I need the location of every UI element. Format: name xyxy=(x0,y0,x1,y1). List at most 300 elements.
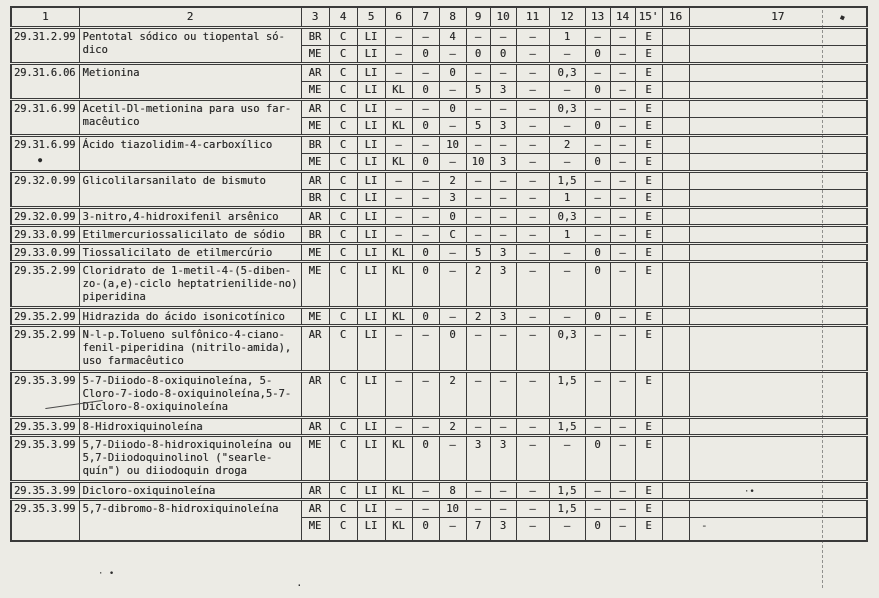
region-code-cell: AR xyxy=(301,371,329,417)
value-cell: – xyxy=(516,261,549,307)
value-cell: – xyxy=(585,325,610,371)
value-cell: – xyxy=(490,135,516,153)
value-cell: – xyxy=(516,243,549,261)
value-cell: E xyxy=(635,99,662,117)
value-cell: C xyxy=(329,27,357,45)
entry-description: Tiossalicilato de etilmercúrio xyxy=(79,243,301,261)
value-cell: 0 xyxy=(585,261,610,307)
value-cell: LI xyxy=(357,517,385,541)
value-cell xyxy=(662,81,689,99)
value-cell: 0 xyxy=(412,117,439,135)
value-cell: – xyxy=(439,153,466,171)
value-cell: 2 xyxy=(439,371,466,417)
value-cell: 3 xyxy=(490,261,516,307)
value-cell: – xyxy=(439,307,466,325)
value-cell: – xyxy=(385,63,412,81)
value-cell: 0 xyxy=(439,207,466,225)
scan-noise-mark: ·• xyxy=(744,487,755,497)
value-cell: LI xyxy=(357,225,385,243)
value-cell: – xyxy=(516,81,549,99)
value-cell: 1,5 xyxy=(549,171,585,189)
value-cell: LI xyxy=(357,243,385,261)
value-cell: LI xyxy=(357,135,385,153)
value-cell: – xyxy=(466,481,490,499)
column-header: 17 xyxy=(689,7,867,27)
value-cell: – xyxy=(549,45,585,63)
value-cell: KL xyxy=(385,435,412,481)
table-entry xyxy=(11,325,867,371)
value-cell: 3 xyxy=(490,81,516,99)
value-cell: 1 xyxy=(549,225,585,243)
value-cell: – xyxy=(585,207,610,225)
value-cell: 3 xyxy=(439,189,466,207)
value-cell: – xyxy=(585,99,610,117)
value-cell: C xyxy=(329,135,357,153)
value-cell: C xyxy=(329,117,357,135)
column-header: 4 xyxy=(329,7,357,27)
value-cell xyxy=(689,325,867,371)
value-cell: – xyxy=(610,225,635,243)
value-cell: 2 xyxy=(549,135,585,153)
value-cell xyxy=(689,99,867,117)
entry-code: 29.31.6.99 xyxy=(11,99,79,135)
value-cell: KL xyxy=(385,481,412,499)
value-cell: – xyxy=(585,499,610,517)
table-entry xyxy=(11,135,867,171)
value-cell: – xyxy=(466,189,490,207)
value-cell: – xyxy=(516,325,549,371)
value-cell: 0 xyxy=(412,153,439,171)
value-cell: LI xyxy=(357,417,385,435)
tariff-table xyxy=(10,6,868,542)
value-cell: – xyxy=(412,499,439,517)
value-cell: 3 xyxy=(490,307,516,325)
scan-noise-mark: ◆ xyxy=(838,12,847,24)
value-cell: – xyxy=(439,243,466,261)
value-cell: – xyxy=(466,27,490,45)
column-header: 2 xyxy=(79,7,301,27)
value-cell: – xyxy=(516,225,549,243)
value-cell xyxy=(662,45,689,63)
value-cell xyxy=(689,243,867,261)
value-cell: – xyxy=(412,171,439,189)
value-cell: – xyxy=(490,499,516,517)
value-cell: – xyxy=(385,417,412,435)
value-cell xyxy=(662,135,689,153)
column-header: 5 xyxy=(357,7,385,27)
value-cell: – xyxy=(516,135,549,153)
entry-code: 29.31.2.99 xyxy=(11,27,79,63)
region-code-cell: AR xyxy=(301,99,329,117)
table-row xyxy=(11,63,867,81)
value-cell: E xyxy=(635,207,662,225)
region-code-cell: BR xyxy=(301,135,329,153)
value-cell: – xyxy=(610,27,635,45)
value-cell: – xyxy=(585,371,610,417)
value-cell: 0 xyxy=(412,261,439,307)
value-cell xyxy=(662,517,689,541)
value-cell: E xyxy=(635,261,662,307)
value-cell: LI xyxy=(357,153,385,171)
value-cell: C xyxy=(329,371,357,417)
value-cell xyxy=(689,189,867,207)
value-cell: – xyxy=(466,499,490,517)
value-cell: 8 xyxy=(439,481,466,499)
value-cell: 0 xyxy=(585,81,610,99)
region-code-cell: ME xyxy=(301,435,329,481)
value-cell: 5 xyxy=(466,243,490,261)
entry-description: Hidrazida do ácido isonicotínico xyxy=(79,307,301,325)
value-cell: – xyxy=(516,189,549,207)
value-cell: LI xyxy=(357,171,385,189)
entry-description: Metionina xyxy=(79,63,301,99)
region-code-cell: BR xyxy=(301,189,329,207)
value-cell: – xyxy=(549,435,585,481)
value-cell: C xyxy=(329,81,357,99)
table-entry xyxy=(11,481,867,499)
value-cell: LI xyxy=(357,81,385,99)
value-cell: – xyxy=(549,517,585,541)
table-entry xyxy=(11,435,867,481)
value-cell: – xyxy=(490,171,516,189)
value-cell xyxy=(689,207,867,225)
value-cell: – xyxy=(610,261,635,307)
value-cell xyxy=(662,261,689,307)
entry-description: 3-nitro,4-hidroxifenil arsênico xyxy=(79,207,301,225)
value-cell: 1,5 xyxy=(549,371,585,417)
value-cell: 0 xyxy=(412,435,439,481)
value-cell: – xyxy=(385,207,412,225)
table-row xyxy=(11,207,867,225)
table-entry xyxy=(11,417,867,435)
value-cell: C xyxy=(329,517,357,541)
value-cell: – xyxy=(439,261,466,307)
value-cell: – xyxy=(490,325,516,371)
value-cell: – xyxy=(412,481,439,499)
value-cell: – xyxy=(490,417,516,435)
region-code-cell: ME xyxy=(301,517,329,541)
value-cell: – xyxy=(490,27,516,45)
value-cell: C xyxy=(329,243,357,261)
table-entry xyxy=(11,371,867,417)
region-code-cell: ME xyxy=(301,45,329,63)
value-cell xyxy=(689,27,867,45)
value-cell: – xyxy=(585,189,610,207)
table-row xyxy=(11,99,867,117)
value-cell: 0 xyxy=(585,435,610,481)
value-cell: E xyxy=(635,63,662,81)
value-cell: – xyxy=(412,135,439,153)
column-header: 6 xyxy=(385,7,412,27)
value-cell: – xyxy=(549,117,585,135)
value-cell: – xyxy=(490,371,516,417)
value-cell: 0 xyxy=(439,99,466,117)
entry-code: 29.35.3.99 xyxy=(11,481,79,499)
value-cell: KL xyxy=(385,517,412,541)
value-cell: – xyxy=(516,63,549,81)
value-cell: 0,3 xyxy=(549,207,585,225)
value-cell: – xyxy=(610,517,635,541)
value-cell: KL xyxy=(385,81,412,99)
value-cell xyxy=(662,499,689,517)
value-cell: – xyxy=(610,135,635,153)
value-cell: – xyxy=(585,481,610,499)
value-cell: – xyxy=(466,325,490,371)
value-cell: – xyxy=(385,189,412,207)
value-cell: – xyxy=(466,417,490,435)
table-entry xyxy=(11,171,867,207)
entry-code: 29.35.3.99 xyxy=(11,499,79,541)
value-cell: LI xyxy=(357,207,385,225)
value-cell: 2 xyxy=(439,171,466,189)
entry-description: Dicloro-oxiquinoleína xyxy=(79,481,301,499)
value-cell xyxy=(689,261,867,307)
value-cell: – xyxy=(466,135,490,153)
value-cell: C xyxy=(329,99,357,117)
table-row xyxy=(11,325,867,371)
region-code-cell: ME xyxy=(301,243,329,261)
value-cell: C xyxy=(329,153,357,171)
value-cell: 0 xyxy=(412,81,439,99)
entry-code: 29.35.3.99 xyxy=(11,371,79,417)
value-cell: E xyxy=(635,81,662,99)
value-cell: LI xyxy=(357,481,385,499)
value-cell: – xyxy=(385,225,412,243)
value-cell: – xyxy=(490,225,516,243)
value-cell: 0 xyxy=(585,307,610,325)
value-cell: 2 xyxy=(466,307,490,325)
value-cell: 4 xyxy=(439,27,466,45)
value-cell: 2 xyxy=(466,261,490,307)
value-cell: – xyxy=(549,153,585,171)
value-cell: C xyxy=(329,45,357,63)
region-code-cell: AR xyxy=(301,207,329,225)
value-cell: – xyxy=(385,499,412,517)
entry-description: Pentotal sódico ou tiopental só-dico xyxy=(79,27,301,63)
value-cell: – xyxy=(610,417,635,435)
column-header: 16 xyxy=(662,7,689,27)
table-header xyxy=(11,7,867,27)
table-row xyxy=(11,499,867,517)
value-cell: 2 xyxy=(439,417,466,435)
value-cell: – xyxy=(490,189,516,207)
value-cell xyxy=(662,117,689,135)
table-entry xyxy=(11,63,867,99)
entry-description: Etilmercuriossalicilato de sódio xyxy=(79,225,301,243)
value-cell: – xyxy=(412,207,439,225)
entry-code: 29.35.3.99 xyxy=(11,435,79,481)
value-cell: – xyxy=(412,325,439,371)
entry-description: 5,7-Diiodo-8-hidroxiquinoleína ou 5,7-Diiodoquinolinol ("searle-quín") ou diiodoquin droga xyxy=(79,435,301,481)
value-cell xyxy=(662,481,689,499)
value-cell: 0 xyxy=(412,243,439,261)
value-cell: E xyxy=(635,189,662,207)
column-header: 7 xyxy=(412,7,439,27)
entry-code: 29.33.0.99 xyxy=(11,225,79,243)
scan-noise-mark: - xyxy=(701,519,708,532)
entry-description: Glicolilarsanilato de bismuto xyxy=(79,171,301,207)
table-row xyxy=(11,261,867,307)
value-cell: E xyxy=(635,371,662,417)
table-entry xyxy=(11,261,867,307)
value-cell: – xyxy=(466,99,490,117)
value-cell: – xyxy=(516,481,549,499)
value-cell: 0 xyxy=(439,325,466,371)
value-cell: E xyxy=(635,435,662,481)
value-cell xyxy=(689,117,867,135)
entry-description: 5,7-dibromo-8-hidroxiquinoleína xyxy=(79,499,301,541)
value-cell: – xyxy=(516,171,549,189)
entry-code: 29.35.3.99 xyxy=(11,417,79,435)
entry-code: 29.35.2.99 xyxy=(11,261,79,307)
column-header: 9 xyxy=(466,7,490,27)
value-cell xyxy=(689,63,867,81)
value-cell xyxy=(662,189,689,207)
value-cell: – xyxy=(412,417,439,435)
region-code-cell: AR xyxy=(301,499,329,517)
value-cell: 7 xyxy=(466,517,490,541)
value-cell: – xyxy=(490,99,516,117)
value-cell: E xyxy=(635,117,662,135)
table-row xyxy=(11,435,867,481)
value-cell xyxy=(662,207,689,225)
value-cell xyxy=(662,435,689,481)
value-cell: E xyxy=(635,153,662,171)
value-cell xyxy=(689,371,867,417)
region-code-cell: AR xyxy=(301,63,329,81)
value-cell: – xyxy=(610,45,635,63)
entry-code: 29.33.0.99 xyxy=(11,243,79,261)
value-cell: C xyxy=(329,225,357,243)
value-cell: E xyxy=(635,135,662,153)
entry-description: Ácido tiazolidim-4-carboxílico xyxy=(79,135,301,171)
value-cell xyxy=(689,153,867,171)
value-cell xyxy=(662,325,689,371)
value-cell: C xyxy=(329,435,357,481)
table-row xyxy=(11,371,867,417)
value-cell xyxy=(662,63,689,81)
value-cell: 3 xyxy=(490,117,516,135)
value-cell xyxy=(662,371,689,417)
value-cell: – xyxy=(516,517,549,541)
region-code-cell: ME xyxy=(301,261,329,307)
value-cell: – xyxy=(439,435,466,481)
value-cell: – xyxy=(466,371,490,417)
value-cell: 3 xyxy=(490,435,516,481)
value-cell: 0 xyxy=(412,307,439,325)
value-cell: E xyxy=(635,27,662,45)
scan-noise-mark: ● xyxy=(38,156,43,164)
value-cell: – xyxy=(385,27,412,45)
column-header: 15' xyxy=(635,7,662,27)
value-cell: C xyxy=(329,499,357,517)
value-cell: – xyxy=(439,81,466,99)
column-header: 13 xyxy=(585,7,610,27)
value-cell: C xyxy=(329,325,357,371)
value-cell: – xyxy=(610,207,635,225)
value-cell: 1 xyxy=(549,27,585,45)
value-cell xyxy=(689,417,867,435)
value-cell: – xyxy=(412,225,439,243)
value-cell: LI xyxy=(357,27,385,45)
table-row xyxy=(11,135,867,153)
value-cell: E xyxy=(635,307,662,325)
value-cell: – xyxy=(610,481,635,499)
value-cell: C xyxy=(329,307,357,325)
value-cell xyxy=(662,99,689,117)
value-cell: – xyxy=(439,517,466,541)
column-header: 11 xyxy=(516,7,549,27)
column-header: 8 xyxy=(439,7,466,27)
value-cell: – xyxy=(610,307,635,325)
value-cell: 5 xyxy=(466,117,490,135)
entry-description: N-l-p.Tolueno sulfônico-4-ciano-fenil-piperidina (nitrilo-amida), uso farmacêutico xyxy=(79,325,301,371)
value-cell: – xyxy=(516,499,549,517)
table-row xyxy=(11,307,867,325)
value-cell xyxy=(689,135,867,153)
entry-code: 29.35.2.99 xyxy=(11,325,79,371)
value-cell xyxy=(689,307,867,325)
value-cell: 0 xyxy=(412,517,439,541)
value-cell: 0,3 xyxy=(549,325,585,371)
region-code-cell: ME xyxy=(301,117,329,135)
value-cell: – xyxy=(412,27,439,45)
value-cell: 3 xyxy=(490,153,516,171)
value-cell: – xyxy=(610,171,635,189)
table-row xyxy=(11,417,867,435)
value-cell: 5 xyxy=(466,81,490,99)
column-header: 3 xyxy=(301,7,329,27)
value-cell: – xyxy=(610,243,635,261)
value-cell: 0 xyxy=(466,45,490,63)
value-cell: 0 xyxy=(585,117,610,135)
value-cell: – xyxy=(610,371,635,417)
value-cell: LI xyxy=(357,371,385,417)
value-cell: 3 xyxy=(490,243,516,261)
value-cell: – xyxy=(610,99,635,117)
table-row xyxy=(11,225,867,243)
value-cell: LI xyxy=(357,45,385,63)
value-cell: LI xyxy=(357,499,385,517)
value-cell: – xyxy=(490,207,516,225)
entry-description: 8-Hidroxiquinoleína xyxy=(79,417,301,435)
value-cell xyxy=(689,517,867,541)
value-cell: 0 xyxy=(585,153,610,171)
value-cell: – xyxy=(516,371,549,417)
value-cell xyxy=(689,435,867,481)
value-cell: – xyxy=(549,261,585,307)
scan-noise-mark: · xyxy=(296,579,303,592)
value-cell xyxy=(689,481,867,499)
region-code-cell: AR xyxy=(301,171,329,189)
value-cell: E xyxy=(635,325,662,371)
value-cell: 0,3 xyxy=(549,63,585,81)
value-cell: – xyxy=(412,99,439,117)
value-cell: – xyxy=(516,45,549,63)
value-cell: 0 xyxy=(585,517,610,541)
value-cell: – xyxy=(385,371,412,417)
region-code-cell: AR xyxy=(301,417,329,435)
value-cell: E xyxy=(635,171,662,189)
value-cell: E xyxy=(635,45,662,63)
value-cell: KL xyxy=(385,243,412,261)
value-cell: – xyxy=(385,99,412,117)
value-cell: C xyxy=(439,225,466,243)
table-row xyxy=(11,243,867,261)
value-cell xyxy=(689,499,867,517)
value-cell: – xyxy=(610,81,635,99)
value-cell: – xyxy=(516,435,549,481)
